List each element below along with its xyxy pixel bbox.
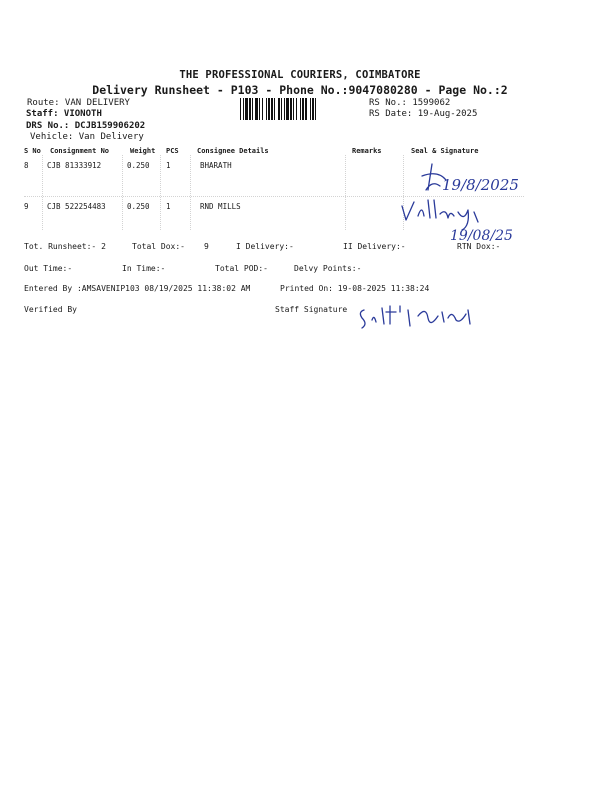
- barcode-bar: [245, 98, 248, 120]
- barcode-bar: [296, 98, 297, 120]
- row8-consignee: BHARATH: [200, 161, 232, 170]
- row9-pcs: 1: [166, 202, 171, 211]
- row8-consignment: CJB 81333912: [47, 161, 102, 170]
- header-seal: Seal & Signature: [411, 147, 479, 155]
- row8-handwritten-date: 19/8/2025: [442, 176, 519, 194]
- entered-by: Entered By :AMSAVENIP103 08/19/2025 11:38:02 AM: [24, 284, 251, 293]
- grid-line: [160, 155, 161, 230]
- barcode-icon: [240, 98, 364, 120]
- row9-handwritten-signature: [398, 196, 538, 244]
- barcode-bar: [243, 98, 244, 120]
- in-time: In Time:-: [122, 264, 166, 273]
- barcode-bar: [249, 98, 251, 120]
- barcode-bar: [259, 98, 260, 120]
- barcode-bar: [268, 98, 270, 120]
- barcode-bar: [284, 98, 285, 120]
- out-time: Out Time:-: [24, 264, 73, 273]
- barcode-bar: [281, 98, 282, 120]
- delvy-points: Delvy Points:-: [294, 264, 362, 273]
- vehicle-field: Vehicle: Van Delivery: [30, 132, 144, 142]
- rs-number: RS No.: 1599062: [369, 98, 451, 108]
- barcode-bar: [240, 98, 241, 120]
- route-field: Route: VAN DELIVERY: [27, 98, 130, 108]
- verified-by: Verified By: [24, 305, 77, 314]
- row9-weight: 0.250: [127, 202, 150, 211]
- barcode-bar: [290, 98, 292, 120]
- barcode-bar: [312, 98, 314, 120]
- grid-line: [42, 155, 43, 230]
- barcode-bar: [278, 98, 280, 120]
- row9-consignee: RND MILLS: [200, 202, 241, 211]
- runsheet-title: Delivery Runsheet - P103 - Phone No.:9047080280 - Page No.:2: [92, 83, 508, 97]
- staff-signature-label: Staff Signature: [275, 305, 348, 314]
- row8-handwritten-signature: [418, 160, 528, 200]
- row9-sno: 9: [24, 202, 29, 211]
- barcode-bar: [302, 98, 304, 120]
- total-dox-value: 9: [204, 242, 209, 251]
- barcode-bar: [315, 98, 316, 120]
- header-remarks: Remarks: [352, 147, 382, 155]
- drs-number: DRS No.: DCJB159906202: [26, 121, 146, 131]
- barcode-bar: [293, 98, 294, 120]
- grid-line: [345, 155, 346, 230]
- grid-line: [190, 155, 191, 230]
- barcode-bar: [266, 98, 267, 120]
- barcode-bar: [255, 98, 258, 120]
- header-pcs: PCS: [166, 147, 179, 155]
- printed-on: Printed On: 19-08-2025 11:38:24: [280, 284, 430, 293]
- row9-handwritten-note: 19/08/25: [450, 228, 513, 244]
- rs-date: RS Date: 19-Aug-2025: [369, 109, 478, 119]
- header-consignment: Consignment No: [50, 147, 110, 155]
- grid-line: [122, 155, 123, 230]
- staff-field: Staff: VIONOTH: [26, 109, 102, 119]
- barcode-bar: [286, 98, 289, 120]
- staff-handwritten-signature: [356, 302, 486, 332]
- header-consignee: Consignee Details: [197, 147, 269, 155]
- barcode-bar: [300, 98, 301, 120]
- row8-weight: 0.250: [127, 161, 150, 170]
- barcode-bar: [310, 98, 311, 120]
- row8-pcs: 1: [166, 161, 171, 170]
- header-sno: S No: [24, 147, 41, 155]
- rtn-dox: RTN Dox:-: [457, 242, 501, 251]
- total-pod: Total POD:-: [215, 264, 268, 273]
- header-weight: Weight: [130, 147, 156, 155]
- barcode-bar: [305, 98, 307, 120]
- row8-sno: 8: [24, 161, 29, 170]
- total-dox-label: Total Dox:-: [132, 242, 185, 251]
- barcode-bar: [274, 98, 275, 120]
- i-delivery: I Delivery:-: [236, 242, 294, 251]
- barcode-bar: [252, 98, 253, 120]
- company-name: THE PROFESSIONAL COURIERS, COIMBATORE: [179, 69, 421, 81]
- ii-delivery: II Delivery:-: [343, 242, 406, 251]
- barcode-bar: [271, 98, 273, 120]
- barcode-bar: [262, 98, 263, 120]
- row9-consignment: CJB 522254483: [47, 202, 106, 211]
- tot-runsheet: Tot. Runsheet:- 2: [24, 242, 106, 251]
